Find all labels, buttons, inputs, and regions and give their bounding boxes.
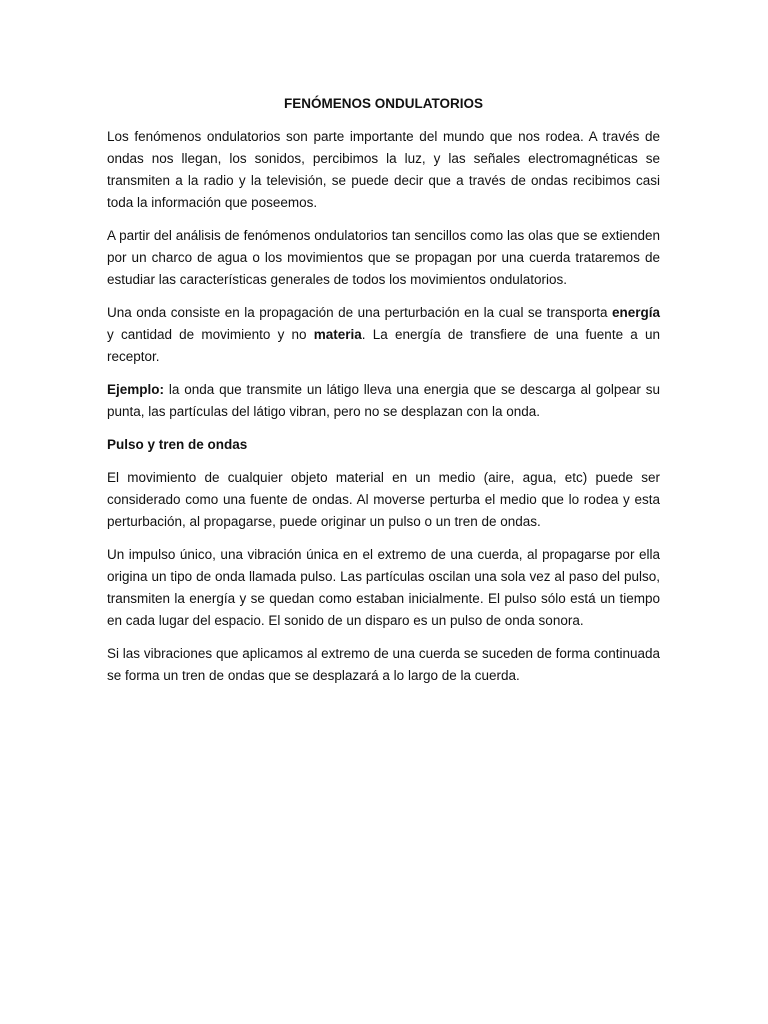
paragraph-intro: Los fenómenos ondulatorios son parte importante del mundo que nos rodea. A través de ondas nos llegan, los sonidos, percibimos la luz, y las señales electromagnéticas se transmiten a la radio y la televisión, se puede decir que a través de ondas recibimos casi toda la información que poseemos.: [107, 129, 660, 210]
wave-definition-text-3: . La energía de transfiere de una fuente a un receptor.: [107, 327, 660, 364]
paragraph-wave-source: El movimiento de cualquier objeto material en un medio (aire, agua, etc) puede ser considerado como una fuente de ondas. Al moverse perturba el medio que lo rodea y esta perturbación, al propagarse, puede originar un pulso o un tren de ondas.: [107, 470, 660, 529]
paragraph-wave-train: Si las vibraciones que aplicamos al extremo de una cuerda se suceden de forma continuada se forma un tren de ondas que se desplazará a lo largo de la cuerda.: [107, 646, 660, 683]
example-label: Ejemplo:: [107, 382, 165, 397]
bold-term-energy: energía: [611, 305, 660, 320]
document-body: [107, 93, 660, 698]
document-title: FENÓMENOS ONDULATORIOS: [283, 96, 483, 111]
section-heading-pulse: Pulso y tren de ondas: [107, 437, 248, 452]
wave-definition-text-1: Una onda consiste en la propagación de una perturbación en la cual se transporta: [107, 305, 612, 320]
example-text: la onda que transmite un látigo lleva una energia que se descarga al golpear su punta, las partículas del látigo vibran, pero no se desplazan con la onda.: [107, 382, 660, 419]
paragraph-example: [107, 379, 660, 423]
bold-term-matter: materia: [313, 327, 362, 342]
paragraph-pulse: Un impulso único, una vibración única en el extremo de una cuerda, al propagarse por ella origina un tipo de onda llamada pulso. Las partículas oscilan una sola vez al paso del pulso, transmiten la energía y se quedan como estaban inicialmente. El pulso sólo está un tiempo en cada lugar del espacio. El sonido de un disparo es un pulso de onda sonora.: [107, 547, 660, 628]
paragraph-wave-definition: [107, 302, 660, 368]
wave-definition-text-2: y cantidad de movimiento y no: [107, 327, 314, 342]
paragraph-analysis: A partir del análisis de fenómenos ondulatorios tan sencillos como las olas que se extienden por un charco de agua o los movimientos que se propagan por una cuerda trataremos de estudiar las características generales de todos los movimientos ondulatorios.: [107, 228, 660, 287]
